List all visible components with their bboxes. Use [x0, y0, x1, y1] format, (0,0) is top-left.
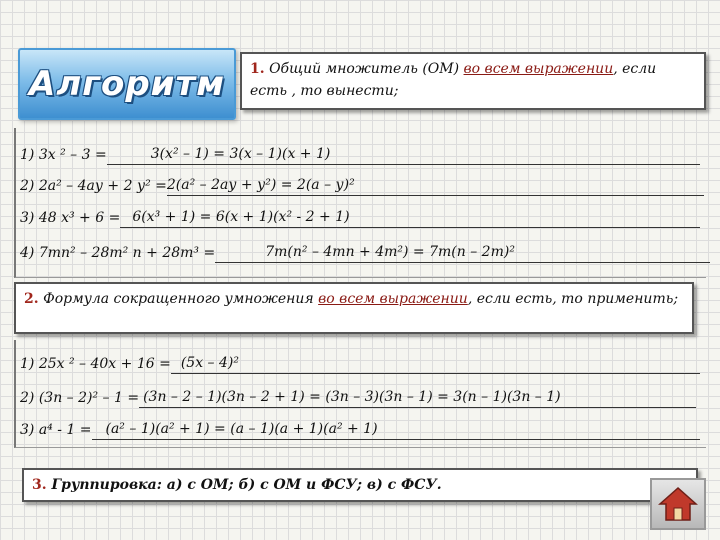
step1-underlined: во всем выражении	[463, 61, 614, 77]
example-answer: (3n – 2 – 1)(3n – 2 + 1) = (3n – 3)(3n – 1) = 3(n – 1)(3n – 1)	[139, 389, 696, 408]
step2-text-pre: Формула сокращенного умножения	[38, 291, 319, 307]
example-answer: 2(а² – 2ау + у²) = 2(а – у)²	[167, 177, 704, 196]
example-answer: 7m(n² – 4mn + 4m²) = 7m(n – 2m)²	[215, 244, 710, 263]
example-label: 3) а⁴ - 1 =	[20, 422, 92, 438]
example-row	[20, 206, 700, 228]
step1-text-pre: Общий множитель (ОМ)	[264, 61, 464, 77]
example-answer: 3(х² – 1) = 3(х – 1)(х + 1)	[107, 146, 700, 165]
example-label: 1) 25х ² – 40х + 16 =	[20, 356, 171, 372]
step3-text: Группировка: а) с ОМ; б) с ОМ и ФСУ; в) с ФСУ.	[46, 477, 442, 493]
example-label: 4) 7mn² – 28m² n + 28m³ =	[20, 245, 216, 261]
example-row	[20, 143, 700, 165]
step1-number: 1.	[250, 61, 265, 77]
example-answer: (5х – 4)²	[171, 355, 700, 374]
example-row	[20, 174, 704, 196]
step2-text-post: , если есть, то применить;	[467, 291, 679, 307]
example-row	[20, 418, 700, 440]
example-label: 3) 48 х³ + 6 =	[20, 210, 121, 226]
home-icon	[658, 486, 698, 522]
example-row	[20, 352, 700, 374]
algorithm-logo	[18, 48, 236, 120]
example-row	[20, 386, 696, 408]
step3-number: 3.	[32, 477, 47, 493]
example-label: 2) (3n – 2)² – 1 =	[20, 390, 140, 406]
step3-box	[22, 468, 698, 502]
example-answer: 6(х³ + 1) = 6(х + 1)(х² - 2 + 1)	[120, 209, 700, 228]
step2-box	[14, 282, 694, 334]
example-answer: (а² – 1)(а² + 1) = (а – 1)(а + 1)(а² + 1)	[92, 421, 701, 440]
example-label: 1) 3х ² – 3 =	[20, 147, 107, 163]
logo-text: Алгоритм	[29, 64, 225, 104]
step2-number: 2.	[24, 291, 39, 307]
step1-box	[240, 52, 706, 110]
example-row	[20, 241, 710, 263]
step1-text-post: , если есть , то вынести;	[250, 61, 657, 99]
home-button[interactable]	[650, 478, 706, 530]
step2-underlined: во всем выражении	[318, 291, 468, 307]
example-label: 2) 2а² – 4ау + 2 у² =	[20, 178, 167, 194]
